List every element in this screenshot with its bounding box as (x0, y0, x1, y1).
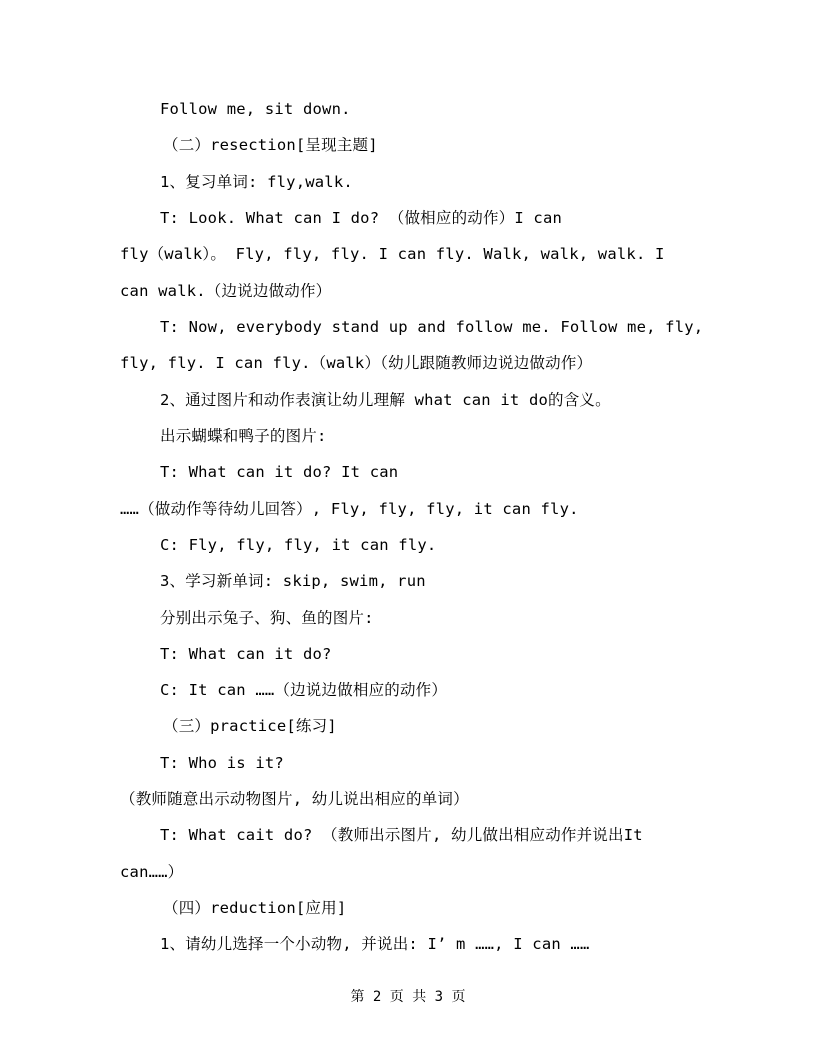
text-line: fly, fly. I can fly.（walk）（幼儿跟随教师边说边做动作） (120, 354, 593, 372)
text-line: T: Now, everybody stand up and follow me. Follow me, fly, (160, 318, 704, 336)
text-line: C: It can ……（边说边做相应的动作） (160, 681, 448, 699)
text-line: C: Fly, fly, fly, it can fly. (160, 536, 437, 554)
text-line: 1、请幼儿选择一个小动物, 并说出: I’ m ……, I can …… (160, 935, 590, 953)
text-line: T: Look. What can I do? （做相应的动作）I can (160, 209, 563, 227)
section-heading: （四）reduction[应用] (163, 899, 347, 917)
text-line: （教师随意出示动物图片, 幼儿说出相应的单词） (120, 790, 469, 808)
text-line: can walk.（边说边做动作） (120, 282, 332, 300)
page-footer: 第 2 页 共 3 页 (350, 989, 466, 1005)
text-line: ……（做动作等待幼儿回答）, Fly, fly, fly, it can fly. (120, 500, 579, 518)
section-heading: （三）practice[练习] (163, 717, 337, 735)
text-line: T: What cait do? （教师出示图片, 幼儿做出相应动作并说出It (160, 826, 643, 844)
text-line: Follow me, sit down. (160, 100, 351, 118)
text-line: fly（walk）。 Fly, fly, fly. I can fly. Walk, walk, walk. I (120, 245, 665, 263)
text-line: can……） (120, 863, 184, 881)
text-line: 3、学习新单词: skip, swim, run (160, 572, 426, 590)
text-line: 出示蝴蝶和鸭子的图片: (160, 427, 327, 445)
text-line: 分别出示兔子、狗、鱼的图片: (160, 609, 374, 627)
text-line: T: What can it do? (160, 645, 332, 663)
text-line: 2、通过图片和动作表演让幼儿理解 what can it do的含义。 (160, 391, 611, 409)
text-line: 1、复习单词: fly,walk. (160, 173, 353, 191)
section-heading: （二）resection[呈现主题] (163, 136, 378, 154)
text-line: T: What can it do? It can (160, 463, 399, 481)
text-line: T: Who is it? (160, 754, 284, 772)
